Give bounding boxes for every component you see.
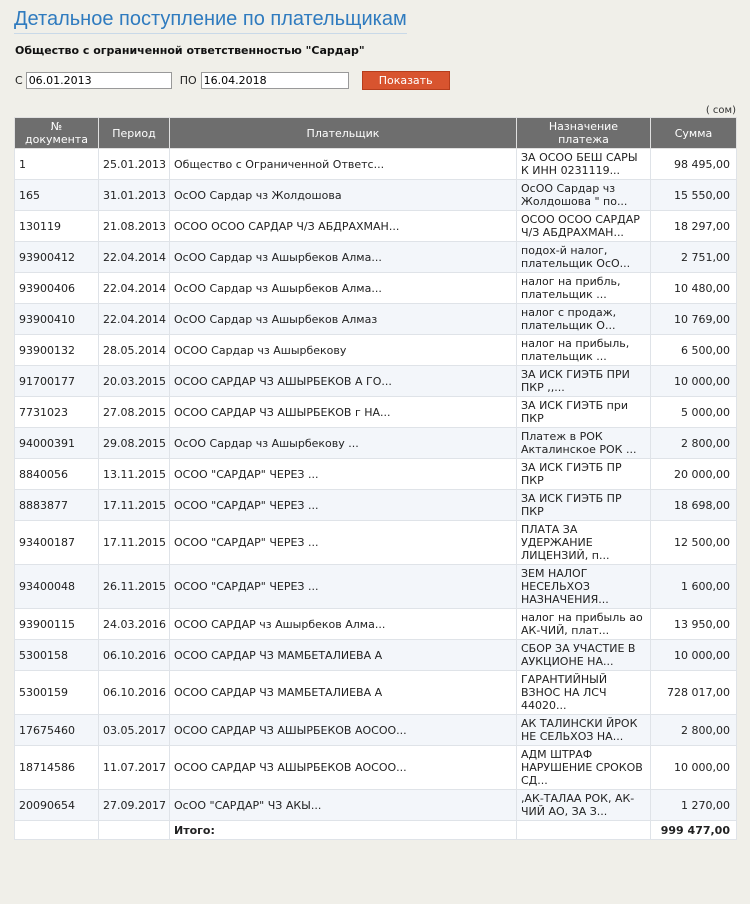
cell-purpose: ЗЕМ НАЛОГ НЕСЕЛЬХОЗ НАЗНАЧЕНИЯ... xyxy=(517,565,651,609)
cell-doc-number: 8883877 xyxy=(15,490,99,521)
cell-amount: 18 698,00 xyxy=(651,490,737,521)
cell-doc-number: 8840056 xyxy=(15,459,99,490)
cell-payer: ОСОО САРДАР ЧЗ АШЫРБЕКОВ г НА... xyxy=(170,397,517,428)
cell-doc-number: 93900406 xyxy=(15,273,99,304)
header-amount[interactable]: Сумма xyxy=(651,118,737,149)
cell-purpose: налог с продаж, плательщик О... xyxy=(517,304,651,335)
to-label: ПО xyxy=(179,74,197,87)
cell-doc-number: 18714586 xyxy=(15,746,99,790)
header-doc-number[interactable]: № документа xyxy=(15,118,99,149)
cell-doc-number: 165 xyxy=(15,180,99,211)
organization-name: Общество с ограниченной ответственностью "Сардар" xyxy=(15,44,365,57)
cell-amount: 2 800,00 xyxy=(651,428,737,459)
date-filter xyxy=(15,71,450,90)
cell-purpose: Платеж в РОК Акталинское РОК ... xyxy=(517,428,651,459)
cell-amount: 1 600,00 xyxy=(651,565,737,609)
cell-purpose: АДМ ШТРАФ НАРУШЕНИЕ СРОКОВ СД... xyxy=(517,746,651,790)
cell-amount: 728 017,00 xyxy=(651,671,737,715)
cell-purpose: налог на прибль, плательщик ... xyxy=(517,273,651,304)
cell-doc-number: 93900412 xyxy=(15,242,99,273)
cell-payer: ОСОО ОСОО САРДАР Ч/З АБДРАХМАН... xyxy=(170,211,517,242)
table-row[interactable] xyxy=(15,397,737,428)
from-date-input[interactable] xyxy=(26,72,172,89)
cell-payer: ОсОО Сардар чз Жолдошова xyxy=(170,180,517,211)
cell-payer: ОсОО Сардар чз Ашырбеков Алма... xyxy=(170,273,517,304)
cell-amount: 2 751,00 xyxy=(651,242,737,273)
cell-doc-number: 7731023 xyxy=(15,397,99,428)
cell-payer: ОсОО Сардар чз Ашырбеков Алмаз xyxy=(170,304,517,335)
cell-payer: ОсОО Сардар чз Ашырбекову ... xyxy=(170,428,517,459)
cell-period: 31.01.2013 xyxy=(99,180,170,211)
cell-period: 17.11.2015 xyxy=(99,521,170,565)
currency-note: ( сом) xyxy=(705,105,736,116)
cell-amount: 1 270,00 xyxy=(651,790,737,821)
table-row[interactable] xyxy=(15,521,737,565)
cell-doc-number: 5300159 xyxy=(15,671,99,715)
cell-period: 22.04.2014 xyxy=(99,304,170,335)
cell-doc-number: 17675460 xyxy=(15,715,99,746)
table-row[interactable] xyxy=(15,490,737,521)
cell-period: 26.11.2015 xyxy=(99,565,170,609)
cell-period: 27.09.2017 xyxy=(99,790,170,821)
cell-period: 28.05.2014 xyxy=(99,335,170,366)
cell-amount: 5 000,00 xyxy=(651,397,737,428)
cell-doc-number: 93900410 xyxy=(15,304,99,335)
cell-purpose: налог на прибыль, плательщик ... xyxy=(517,335,651,366)
cell-amount: 10 769,00 xyxy=(651,304,737,335)
cell-amount: 98 495,00 xyxy=(651,149,737,180)
cell-amount: 12 500,00 xyxy=(651,521,737,565)
table-row[interactable] xyxy=(15,242,737,273)
page-title: Детальное поступление по плательщикам xyxy=(14,8,407,34)
cell-purpose: ЗА ИСК ГИЭТБ ПР ПКР xyxy=(517,490,651,521)
cell-period: 06.10.2016 xyxy=(99,640,170,671)
cell-doc-number: 93400048 xyxy=(15,565,99,609)
cell-purpose: ЗА ИСК ГИЭТБ ПРИ ПКР ,,... xyxy=(517,366,651,397)
cell-purpose: ПЛАТА ЗА УДЕРЖАНИЕ ЛИЦЕНЗИЙ, п... xyxy=(517,521,651,565)
cell-purpose: ЗА ИСК ГИЭТБ ПР ПКР xyxy=(517,459,651,490)
cell-period: 17.11.2015 xyxy=(99,490,170,521)
cell-payer: ОСОО САРДАР ЧЗ МАМБЕТАЛИЕВА А xyxy=(170,640,517,671)
cell-purpose: СБОР ЗА УЧАСТИЕ В АУКЦИОНЕ НА... xyxy=(517,640,651,671)
table-row[interactable] xyxy=(15,790,737,821)
cell-payer: ОСОО Сардар чз Ашырбекову xyxy=(170,335,517,366)
cell-purpose: налог на прибыль ао АК-ЧИЙ, плат... xyxy=(517,609,651,640)
cell-purpose: ОСОО ОСОО САРДАР Ч/З АБДРАХМАН... xyxy=(517,211,651,242)
cell-amount: 6 500,00 xyxy=(651,335,737,366)
show-button[interactable]: Показать xyxy=(362,71,450,90)
header-period[interactable]: Период xyxy=(99,118,170,149)
cell-payer: ОСОО САРДАР ЧЗ АШЫРБЕКОВ АОСОО... xyxy=(170,715,517,746)
cell-doc-number: 1 xyxy=(15,149,99,180)
header-payer[interactable]: Плательщик xyxy=(170,118,517,149)
cell-payer: ОсОО "САРДАР" ЧЗ АКЫ... xyxy=(170,790,517,821)
cell-payer: ОСОО "САРДАР" ЧЕРЕЗ ... xyxy=(170,565,517,609)
cell-period: 24.03.2016 xyxy=(99,609,170,640)
table-row[interactable] xyxy=(15,640,737,671)
cell-purpose: ,АК-ТАЛАА РОК, АК- ЧИЙ АО, ЗА З... xyxy=(517,790,651,821)
table-row[interactable] xyxy=(15,565,737,609)
cell-period: 11.07.2017 xyxy=(99,746,170,790)
header-purpose[interactable]: Назначение платежа xyxy=(517,118,651,149)
table-row[interactable] xyxy=(15,428,737,459)
cell-amount: 10 000,00 xyxy=(651,746,737,790)
cell-purpose: ГАРАНТИЙНЫЙ ВЗНОС НА ЛСЧ 44020... xyxy=(517,671,651,715)
total-amount: 999 477,00 xyxy=(651,821,737,840)
cell-period: 27.08.2015 xyxy=(99,397,170,428)
cell-doc-number: 91700177 xyxy=(15,366,99,397)
payments-table xyxy=(14,117,737,840)
cell-purpose: ОсОО Сардар чз Жолдошова " по... xyxy=(517,180,651,211)
cell-payer: Общество с Ограниченной Ответс... xyxy=(170,149,517,180)
cell-purpose: ЗА ИСК ГИЭТБ при ПКР xyxy=(517,397,651,428)
cell-period: 21.08.2013 xyxy=(99,211,170,242)
cell-period: 22.04.2014 xyxy=(99,242,170,273)
cell-period: 13.11.2015 xyxy=(99,459,170,490)
cell-doc-number: 93900115 xyxy=(15,609,99,640)
cell-purpose: ЗА ОСОО БЕШ САРЫ К ИНН 0231119... xyxy=(517,149,651,180)
cell-period: 25.01.2013 xyxy=(99,149,170,180)
cell-period: 22.04.2014 xyxy=(99,273,170,304)
table-row[interactable] xyxy=(15,366,737,397)
table-row[interactable] xyxy=(15,715,737,746)
cell-doc-number: 130119 xyxy=(15,211,99,242)
cell-purpose: АК ТАЛИНСКИ ЙРОК НЕ СЕЛЬХОЗ НА... xyxy=(517,715,651,746)
cell-amount: 13 950,00 xyxy=(651,609,737,640)
table-row[interactable] xyxy=(15,273,737,304)
cell-payer: ОСОО "САРДАР" ЧЕРЕЗ ... xyxy=(170,521,517,565)
cell-payer: ОСОО "САРДАР" ЧЕРЕЗ ... xyxy=(170,459,517,490)
cell-doc-number: 94000391 xyxy=(15,428,99,459)
table-row[interactable] xyxy=(15,459,737,490)
cell-payer: ОСОО САРДАР ЧЗ МАМБЕТАЛИЕВА А xyxy=(170,671,517,715)
cell-amount: 18 297,00 xyxy=(651,211,737,242)
cell-payer: ОсОО Сардар чз Ашырбеков Алма... xyxy=(170,242,517,273)
cell-purpose: подох-й налог, плательщик ОсО... xyxy=(517,242,651,273)
cell-amount: 10 000,00 xyxy=(651,640,737,671)
cell-doc-number: 93400187 xyxy=(15,521,99,565)
cell-doc-number: 5300158 xyxy=(15,640,99,671)
cell-amount: 20 000,00 xyxy=(651,459,737,490)
cell-period: 29.08.2015 xyxy=(99,428,170,459)
total-label: Итого: xyxy=(170,821,517,840)
cell-period: 03.05.2017 xyxy=(99,715,170,746)
cell-amount: 10 480,00 xyxy=(651,273,737,304)
cell-doc-number: 93900132 xyxy=(15,335,99,366)
cell-amount: 10 000,00 xyxy=(651,366,737,397)
from-label: С xyxy=(15,74,23,87)
cell-payer: ОСОО "САРДАР" ЧЕРЕЗ ... xyxy=(170,490,517,521)
table-row[interactable] xyxy=(15,335,737,366)
cell-amount: 2 800,00 xyxy=(651,715,737,746)
cell-amount: 15 550,00 xyxy=(651,180,737,211)
cell-period: 06.10.2016 xyxy=(99,671,170,715)
cell-period: 20.03.2015 xyxy=(99,366,170,397)
table-row[interactable] xyxy=(15,304,737,335)
table-row[interactable] xyxy=(15,671,737,715)
table-row[interactable] xyxy=(15,149,737,180)
to-date-input[interactable] xyxy=(201,72,349,89)
table-row[interactable] xyxy=(15,609,737,640)
cell-payer: ОСОО САРДАР ЧЗ АШЫРБЕКОВ АОСОО... xyxy=(170,746,517,790)
cell-doc-number: 20090654 xyxy=(15,790,99,821)
table-header-row xyxy=(15,118,737,149)
cell-payer: ОСОО САРДАР чз Ашырбеков Алма... xyxy=(170,609,517,640)
cell-payer: ОСОО САРДАР ЧЗ АШЫРБЕКОВ А ГО... xyxy=(170,366,517,397)
table-row[interactable] xyxy=(15,180,737,211)
total-row xyxy=(15,821,737,840)
table-row[interactable] xyxy=(15,746,737,790)
table-row[interactable] xyxy=(15,211,737,242)
